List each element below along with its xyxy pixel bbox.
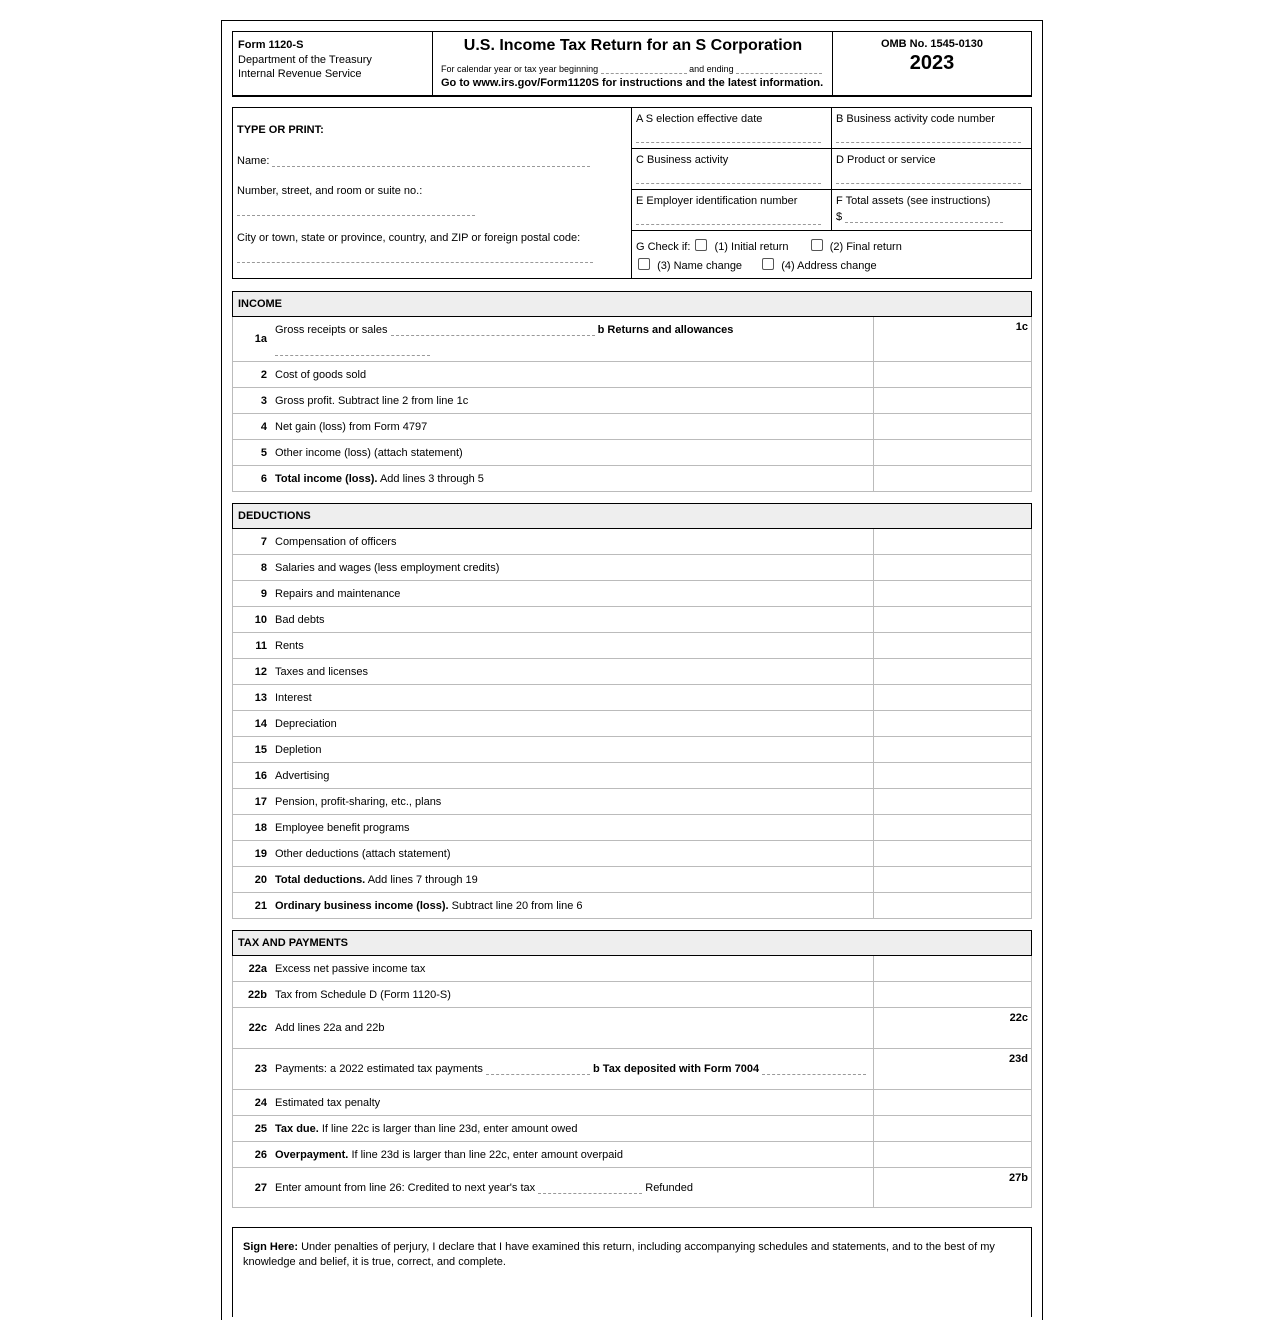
name-change-label: (3) Name change <box>657 260 743 272</box>
type-or-print-label: TYPE OR PRINT: <box>237 124 324 136</box>
line-27b-amount[interactable] <box>873 1168 1032 1207</box>
income-section-header: INCOME <box>232 291 1032 317</box>
check-if-block <box>632 231 1031 278</box>
form-page <box>221 20 1043 1320</box>
line-25-amount[interactable] <box>873 1116 1032 1141</box>
line-1b-field-row <box>275 344 430 356</box>
line-2-amount[interactable] <box>873 362 1032 387</box>
line-label: Repairs and maintenance <box>275 587 401 600</box>
s-election-field[interactable] <box>636 142 821 143</box>
line-18-row <box>232 815 1032 841</box>
line-1-row <box>232 317 1032 362</box>
line-label: Advertising <box>275 769 330 782</box>
business-activity-cell[interactable] <box>632 149 832 190</box>
line-label: Tax from Schedule D (Form 1120-S) <box>275 988 451 1001</box>
city-row <box>237 251 593 263</box>
tax-section-header: TAX AND PAYMENTS <box>232 930 1032 956</box>
line-4-row <box>232 414 1032 440</box>
line-7-row <box>232 529 1032 555</box>
line-number: 22c <box>248 1022 267 1034</box>
refunded-label: Refunded <box>645 1181 693 1194</box>
line-number: 24 <box>254 1096 267 1109</box>
city-field[interactable] <box>237 251 593 263</box>
line-number: 25 <box>254 1122 267 1135</box>
line-label: Salaries and wages (less employment credits) <box>275 561 500 574</box>
line-number: 6 <box>260 472 267 485</box>
line-21-amount[interactable] <box>873 893 1032 918</box>
check-if-label: G Check if: <box>636 241 691 253</box>
line-number: 22a <box>248 962 267 975</box>
line-19-amount[interactable] <box>873 841 1032 866</box>
line-label: Excess net passive income tax <box>275 962 426 975</box>
line-6-row <box>232 466 1032 492</box>
line-label: Pension, profit-sharing, etc., plans <box>275 795 442 808</box>
line-label: Depletion <box>275 743 322 756</box>
ein-field[interactable] <box>636 224 821 225</box>
line-1a-group <box>275 324 733 336</box>
form-number: Form 1120-S <box>238 39 304 51</box>
check-row-1 <box>636 239 902 253</box>
line-label <box>275 874 478 886</box>
line-number: 21 <box>254 899 267 912</box>
name-label: Name: <box>237 155 270 167</box>
line-10-row <box>232 607 1032 633</box>
line-label: Estimated tax penalty <box>275 1096 381 1109</box>
line-number: 17 <box>254 795 267 808</box>
line-4-amount[interactable] <box>873 414 1032 439</box>
deductions-rows <box>232 529 1032 919</box>
line-number: 20 <box>254 873 267 886</box>
line-22b-amount[interactable] <box>873 982 1032 1007</box>
line-22a-row <box>232 956 1032 982</box>
line-25-bold: Tax due. <box>275 1122 319 1135</box>
omb-number: OMB No. 1545-0130 <box>880 38 984 50</box>
tax-year-line <box>441 62 822 74</box>
line-22c-amount[interactable] <box>873 1008 1032 1048</box>
total-assets-field[interactable] <box>845 211 1003 223</box>
line-8-amount[interactable] <box>873 555 1032 580</box>
name-row <box>237 155 590 167</box>
line-label: Bad debts <box>275 613 325 626</box>
line-6-rest: Add lines 3 through 5 <box>379 472 484 485</box>
line-22c-row <box>232 1008 1032 1049</box>
line-24-row <box>232 1090 1032 1116</box>
line-27-row <box>232 1168 1032 1208</box>
income-rows <box>232 317 1032 492</box>
line-number: 16 <box>254 769 267 782</box>
initial-return-label: (1) Initial return <box>714 241 789 253</box>
line-25-row <box>232 1116 1032 1142</box>
line-12-amount[interactable] <box>873 659 1032 684</box>
initial-return-checkbox[interactable] <box>695 239 707 251</box>
line-number: 2 <box>260 368 267 381</box>
line-number: 3 <box>260 394 267 407</box>
line-20-rest: Add lines 7 through 19 <box>367 873 478 886</box>
line-23a-label: Payments: a 2022 estimated tax payments <box>275 1063 483 1075</box>
total-assets-row <box>836 211 1003 223</box>
line-16-row <box>232 763 1032 789</box>
line-24-amount[interactable] <box>873 1090 1032 1115</box>
line-14-row <box>232 711 1032 737</box>
form-header <box>232 31 1032 97</box>
line-6-bold: Total income (loss). <box>275 472 378 485</box>
line-label: Compensation of officers <box>275 535 397 548</box>
line-3-row <box>232 388 1032 414</box>
line-ref: 1c <box>1015 321 1028 333</box>
line-11-amount[interactable] <box>873 633 1032 658</box>
line-2-row <box>232 362 1032 388</box>
line-25-rest: If line 22c is larger than line 23d, enter amount owed <box>321 1122 578 1135</box>
line-17-amount[interactable] <box>873 789 1032 814</box>
product-service-label: D Product or service <box>836 154 936 166</box>
form-title: U.S. Income Tax Return for an S Corporation <box>463 37 803 54</box>
line-number: 13 <box>254 691 267 704</box>
line-label: Cost of goods sold <box>275 368 367 381</box>
ein-label: E Employer identification number <box>636 195 798 207</box>
s-election-date-cell[interactable] <box>632 108 832 149</box>
credited-field[interactable] <box>538 1182 642 1194</box>
line-label: Other income (loss) (attach statement) <box>275 446 463 459</box>
business-activity-field[interactable] <box>636 183 821 184</box>
line-number: 8 <box>260 561 267 574</box>
sign-here-label: Sign Here: <box>243 1241 299 1253</box>
line-15-row <box>232 737 1032 763</box>
line-23-row <box>232 1049 1032 1090</box>
line-label: Employee benefit programs <box>275 821 410 834</box>
end-date-field[interactable] <box>736 62 822 74</box>
line-label: Other deductions (attach statement) <box>275 847 451 860</box>
total-assets-label: F Total assets (see instructions) <box>836 195 991 207</box>
line-14-amount[interactable] <box>873 711 1032 736</box>
final-return-label: (2) Final return <box>829 241 902 253</box>
business-activity-label: C Business activity <box>636 154 729 166</box>
line-label <box>275 1123 577 1135</box>
product-service-cell[interactable] <box>832 149 1031 190</box>
dollar-sign: $ <box>836 211 843 223</box>
line-13-row <box>232 685 1032 711</box>
line-18-amount[interactable] <box>873 815 1032 840</box>
street-label: Number, street, and room or suite no.: <box>237 185 423 197</box>
line-26-bold: Overpayment. <box>275 1148 349 1161</box>
line-label: Depreciation <box>275 717 337 730</box>
line-1c-amount[interactable] <box>873 317 1032 361</box>
line-number: 11 <box>255 639 267 652</box>
deductions-section-header: DEDUCTIONS <box>232 503 1032 529</box>
line-label <box>275 473 484 485</box>
line-20-row <box>232 867 1032 893</box>
line-8-row <box>232 555 1032 581</box>
line-label <box>275 1063 866 1075</box>
check-row-2 <box>636 258 877 272</box>
sign-here-block <box>232 1227 1032 1317</box>
city-label: City or town, state or province, country, and ZIP or foreign postal code: <box>237 232 581 244</box>
line-21-rest: Subtract line 20 from line 6 <box>451 899 583 912</box>
line-26-rest: If line 23d is larger than line 22c, enter amount overpaid <box>351 1148 623 1161</box>
line-22b-row <box>232 982 1032 1008</box>
final-return-checkbox[interactable] <box>811 239 823 251</box>
line-number: 14 <box>254 717 267 730</box>
line-number: 4 <box>260 420 267 433</box>
form-id-block <box>233 32 433 96</box>
address-change-label: (4) Address change <box>781 260 877 272</box>
entity-info <box>232 107 1032 279</box>
estimated-payments-field[interactable] <box>486 1063 590 1075</box>
line-number: 5 <box>260 446 267 459</box>
line-label: Taxes and licenses <box>275 665 368 678</box>
line-26-row <box>232 1142 1032 1168</box>
address-change-checkbox[interactable] <box>762 258 774 270</box>
line-label: Interest <box>275 691 312 704</box>
line-5-row <box>232 440 1032 466</box>
line-11-row <box>232 633 1032 659</box>
line-number: 7 <box>260 535 267 548</box>
name-address-block <box>233 108 632 278</box>
returns-allowances-field[interactable] <box>275 344 430 356</box>
name-field[interactable] <box>272 155 590 167</box>
street-row <box>237 204 475 216</box>
title-block <box>433 32 833 96</box>
line-6-amount[interactable] <box>873 466 1032 491</box>
line-ref: 23d <box>1009 1053 1028 1065</box>
line-1b-label: b Returns and allowances <box>597 324 734 336</box>
irs-name: Internal Revenue Service <box>238 68 362 80</box>
line-15-amount[interactable] <box>873 737 1032 762</box>
line-17-row <box>232 789 1032 815</box>
line-13-amount[interactable] <box>873 685 1032 710</box>
street-field[interactable] <box>237 204 475 216</box>
line-label: Add lines 22a and 22b <box>275 1022 385 1034</box>
tax-year: 2023 <box>909 52 955 74</box>
line-number: 22b <box>248 988 267 1001</box>
line-number: 23 <box>254 1063 267 1075</box>
dept-name: Department of the Treasury <box>238 53 372 66</box>
line-label <box>275 900 583 912</box>
line-12-row <box>232 659 1032 685</box>
line-ref: 27b <box>1009 1172 1028 1184</box>
line-20-bold: Total deductions. <box>275 873 366 886</box>
tax-deposited-field[interactable] <box>762 1063 866 1075</box>
product-service-field[interactable] <box>836 183 1021 184</box>
line-23d-amount[interactable] <box>873 1049 1032 1089</box>
total-assets-cell[interactable] <box>832 190 1031 231</box>
line-label: Gross profit. Subtract line 2 from line 1c <box>275 394 469 407</box>
line-23b-label: b Tax deposited with Form 7004 <box>593 1063 760 1075</box>
and-ending-label: and ending <box>689 64 734 74</box>
line-21-bold: Ordinary business income (loss). <box>275 899 449 912</box>
activity-code-label: B Business activity code number <box>836 113 995 125</box>
line-10-amount[interactable] <box>873 607 1032 632</box>
line-label <box>275 1149 623 1161</box>
line-3-amount[interactable] <box>873 388 1032 413</box>
line-number: 27 <box>254 1181 267 1194</box>
line-number: 10 <box>254 613 267 626</box>
calendar-label: For calendar year or tax year beginning <box>441 64 599 74</box>
line-number: 26 <box>254 1148 267 1161</box>
activity-code-field[interactable] <box>836 142 1021 143</box>
line-7-amount[interactable] <box>873 529 1032 554</box>
line-number: 15 <box>254 743 267 756</box>
instructions-line: Go to www.irs.gov/Form1120S for instructions and the latest information. <box>441 77 824 89</box>
ein-cell[interactable] <box>632 190 832 231</box>
line-19-row <box>232 841 1032 867</box>
line-number: 9 <box>260 587 267 600</box>
gross-receipts-field[interactable] <box>391 324 595 336</box>
line-5-amount[interactable] <box>873 440 1032 465</box>
line-27-label: Enter amount from line 26: Credited to next year's tax <box>275 1181 536 1194</box>
line-21-row <box>232 893 1032 919</box>
begin-date-field[interactable] <box>601 62 687 74</box>
line-16-amount[interactable] <box>873 763 1032 788</box>
line-ref: 22c <box>1009 1012 1028 1024</box>
line-20-amount[interactable] <box>873 867 1032 892</box>
line-number: 19 <box>254 847 267 860</box>
line-26-amount[interactable] <box>873 1142 1032 1167</box>
line-label: Rents <box>275 639 304 652</box>
s-election-label: A S election effective date <box>636 113 763 125</box>
line-number: 12 <box>254 665 267 678</box>
activity-code-cell[interactable] <box>832 108 1031 149</box>
perjury-statement: Under penalties of perjury, I declare that I have examined this return, including accompanying schedules and statements, and to the best of my knowledge and belief, it is true, correct, and complete. <box>243 1241 995 1268</box>
line-9-amount[interactable] <box>873 581 1032 606</box>
line-number: 18 <box>254 821 267 834</box>
line-9-row <box>232 581 1032 607</box>
line-label: Net gain (loss) from Form 4797 <box>275 420 428 433</box>
omb-block <box>833 32 1031 96</box>
line-number: 1a <box>254 333 267 345</box>
tax-rows <box>232 956 1032 1208</box>
line-1a-label: Gross receipts or sales <box>275 324 388 336</box>
line-label <box>275 1182 693 1194</box>
line-22a-amount[interactable] <box>873 956 1032 981</box>
name-change-checkbox[interactable] <box>638 258 650 270</box>
